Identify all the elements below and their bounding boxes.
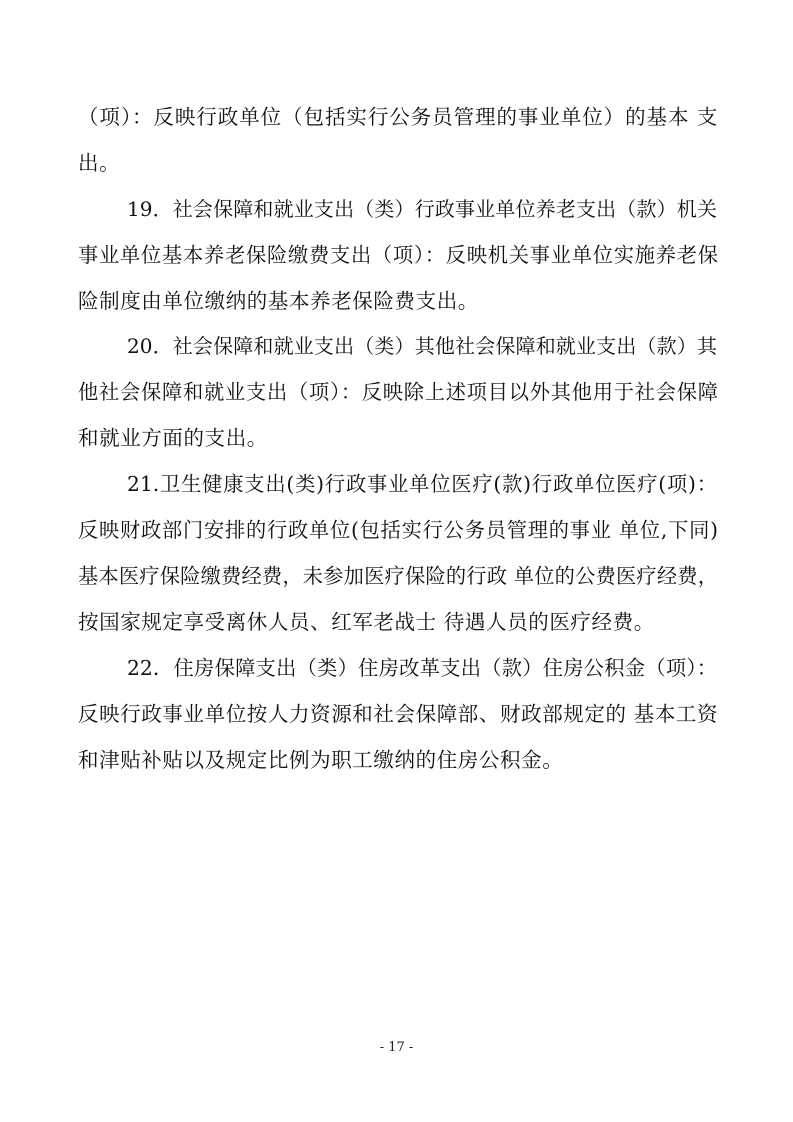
item-19-line-3: 险制度由单位缴纳的基本养老保险费支出。 (78, 289, 479, 313)
item-21-line-2: 反映财政部门安排的行政单位(包括实行公务员管理的事业 单位,下同) (78, 518, 718, 542)
item-21-line-3: 基本医疗保险缴费经费，未参加医疗保险的行政 单位的公费医疗经费， (78, 564, 718, 588)
item-20-line-3: 和就业方面的支出。 (78, 426, 268, 450)
page-number: - 17 - (379, 1040, 414, 1055)
item-20-line-2: 他社会保障和就业支出（项）：反映除上述项目以外其他用于社会保障 (78, 380, 718, 404)
item-22-line-2: 反映行政事业单位按人力资源和社会保障部、财政部规定的 基本工资 (78, 702, 719, 726)
text-line-1: （项）：反映行政单位（包括实行公务员管理的事业单位）的基本 支 (78, 105, 718, 129)
item-19-line-1: 19．社会保障和就业支出（类）行政事业单位养老支出（款）机关 (127, 197, 717, 221)
text-line-2: 出。 (78, 151, 121, 175)
item-22-line-3: 和津贴补贴以及规定比例为职工缴纳的住房公积金。 (78, 748, 564, 772)
item-21-line-1: 21.卫生健康支出(类)行政事业单位医疗(款)行政单位医疗(项)： (127, 472, 717, 496)
item-20-line-1: 20．社会保障和就业支出（类）其他社会保障和就业支出（款）其 (127, 334, 717, 358)
item-22-line-1: 22．住房保障支出（类）住房改革支出（款）住房公积金（项）： (127, 656, 717, 680)
item-21-line-4: 按国家规定享受离休人员、红军老战士 待遇人员的医疗经费。 (78, 610, 655, 634)
item-19-line-2: 事业单位基本养老保险缴费支出（项）：反映机关事业单位实施养老保 (78, 243, 718, 267)
